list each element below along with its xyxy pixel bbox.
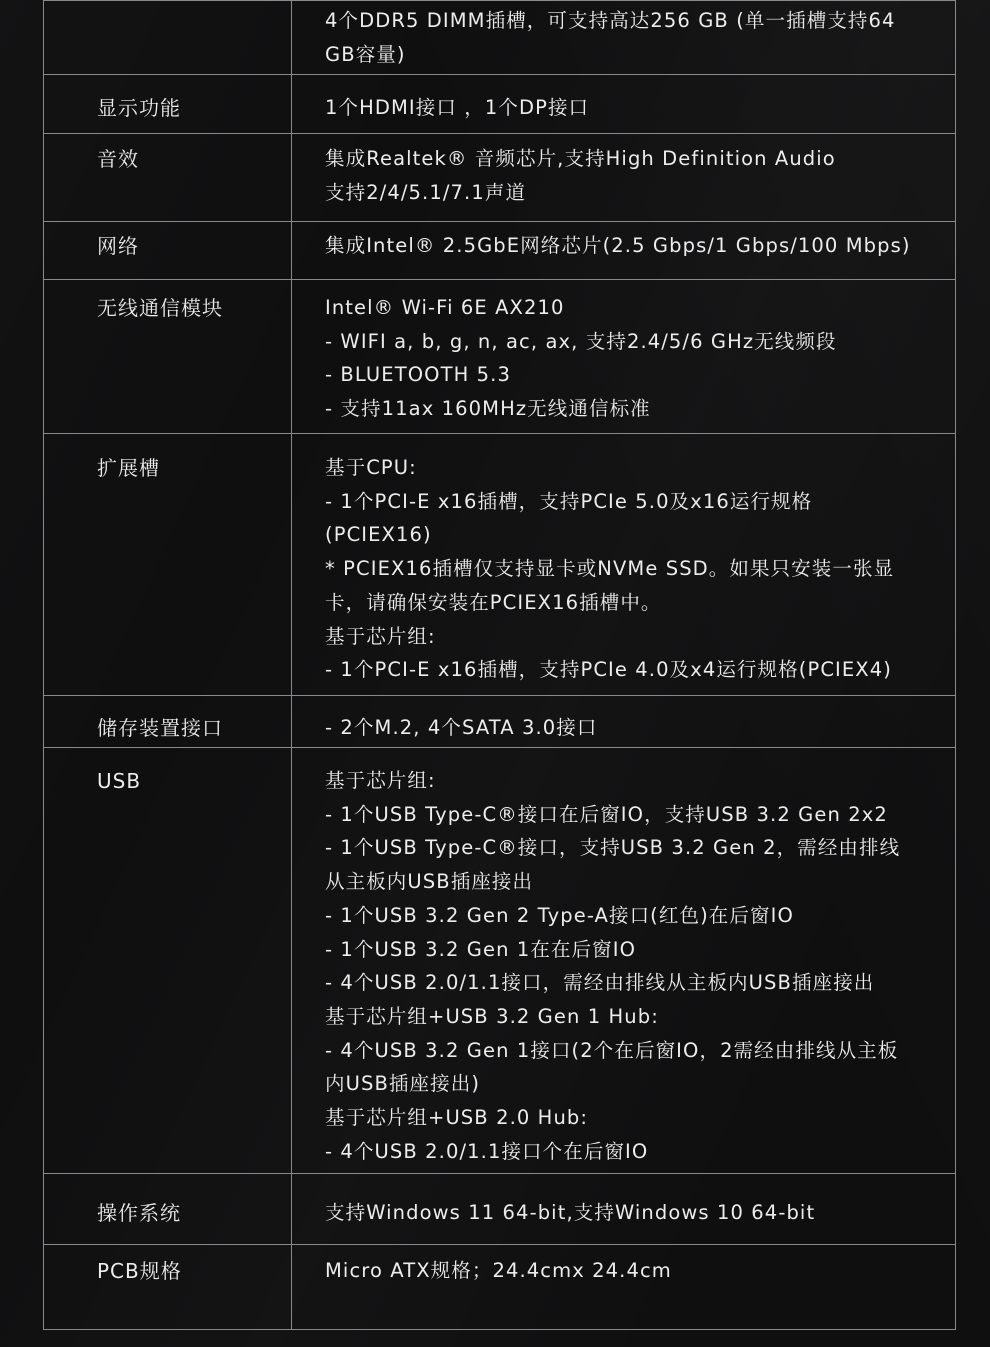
spec-line: - 1个USB Type-C®接口，支持USB 3.2 Gen 2，需经由排线 bbox=[325, 836, 901, 860]
spec-value-cell bbox=[292, 748, 956, 1174]
spec-row-wireless bbox=[44, 280, 956, 434]
spec-label: 操作系统 bbox=[97, 1201, 181, 1225]
spec-value-cell bbox=[292, 696, 956, 748]
spec-line: - 4个USB 2.0/1.1接口个在后窗IO bbox=[325, 1139, 649, 1163]
spec-label-cell bbox=[44, 222, 292, 280]
spec-label-cell bbox=[44, 1245, 292, 1330]
spec-label: 无线通信模块 bbox=[97, 296, 223, 320]
spec-line: - 1个PCI-E x16插槽，支持PCIe 4.0及x4运行规格(PCIEX4) bbox=[325, 658, 892, 682]
spec-line: 基于芯片组+USB 2.0 Hub: bbox=[325, 1106, 589, 1130]
spec-line: Micro ATX规格；24.4cmx 24.4cm bbox=[325, 1259, 672, 1282]
spec-value-cell bbox=[292, 1174, 956, 1245]
spec-value bbox=[292, 748, 955, 1168]
spec-line: 从主板内USB插座接出 bbox=[325, 870, 534, 894]
spec-line: (PCIEX16) bbox=[325, 523, 432, 547]
spec-line: 卡，请确保安装在PCIEX16插槽中。 bbox=[325, 590, 662, 614]
spec-line: - 4个USB 3.2 Gen 1接口(2个在后窗IO，2需经由排线从主板 bbox=[325, 1038, 899, 1062]
spec-label-cell bbox=[44, 696, 292, 748]
spec-value-cell bbox=[292, 280, 956, 434]
spec-line: 支持Windows 11 64-bit,支持Windows 10 64-bit bbox=[325, 1201, 816, 1224]
spec-line: 内USB插座接出) bbox=[325, 1072, 481, 1096]
spec-value bbox=[292, 1174, 955, 1230]
spec-line: 基于芯片组: bbox=[325, 769, 436, 792]
spec-label: 网络 bbox=[97, 234, 139, 258]
spec-value-cell bbox=[292, 434, 956, 696]
spec-row-os bbox=[44, 1174, 956, 1245]
spec-table bbox=[43, 0, 956, 1330]
spec-value bbox=[292, 696, 955, 745]
spec-line: - BLUETOOTH 5.3 bbox=[325, 363, 511, 387]
spec-label: 显示功能 bbox=[97, 96, 181, 120]
spec-value bbox=[292, 222, 955, 263]
spec-line: - WIFI a, b, g, n, ac, ax, 支持2.4/5/6 GHz无线频段 bbox=[325, 329, 837, 353]
spec-label-cell bbox=[44, 434, 292, 696]
spec-row-network bbox=[44, 222, 956, 280]
spec-label: 音效 bbox=[97, 147, 139, 171]
spec-line: 基于芯片组: bbox=[325, 624, 436, 648]
spec-row-pcb bbox=[44, 1245, 956, 1330]
spec-label-cell bbox=[44, 134, 292, 222]
spec-label-cell bbox=[44, 1174, 292, 1245]
spec-line: 4个DDR5 DIMM插槽，可支持高达256 GB (单一插槽支持64 bbox=[325, 9, 896, 32]
spec-value-cell bbox=[292, 1, 956, 75]
spec-value bbox=[292, 434, 955, 687]
spec-label: 储存装置接口 bbox=[97, 716, 223, 740]
spec-line: - 4个USB 2.0/1.1接口，需经由排线从主板内USB插座接出 bbox=[325, 971, 875, 995]
spec-line: - 1个USB 3.2 Gen 2 Type-A接口(红色)在后窗IO bbox=[325, 903, 794, 927]
spec-line: 集成Intel® 2.5GbE网络芯片(2.5 Gbps/1 Gbps/100 Mbps) bbox=[325, 234, 911, 257]
spec-line: * PCIEX16插槽仅支持显卡或NVMe SSD。如果只安装一张显 bbox=[325, 557, 895, 581]
spec-value-cell bbox=[292, 75, 956, 134]
spec-line: - 支持11ax 160MHz无线通信标准 bbox=[325, 397, 651, 421]
spec-line: Intel® Wi-Fi 6E AX210 bbox=[325, 296, 565, 319]
spec-value-cell bbox=[292, 222, 956, 280]
spec-value bbox=[292, 134, 955, 209]
spec-label-cell bbox=[44, 280, 292, 434]
spec-label-cell bbox=[44, 1, 292, 75]
spec-line: 支持2/4/5.1/7.1声道 bbox=[325, 180, 527, 204]
spec-label: 扩展槽 bbox=[97, 456, 160, 480]
spec-row-memory bbox=[44, 1, 956, 75]
spec-line: - 1个USB Type-C®接口在后窗IO，支持USB 3.2 Gen 2x2 bbox=[325, 802, 888, 826]
spec-label-cell bbox=[44, 75, 292, 134]
spec-value bbox=[292, 1, 955, 71]
spec-row-usb bbox=[44, 748, 956, 1174]
spec-line: - 1个USB 3.2 Gen 1在在后窗IO bbox=[325, 937, 637, 961]
spec-line: 集成Realtek® 音频芯片,支持High Definition Audio bbox=[325, 147, 836, 170]
spec-value bbox=[292, 1245, 955, 1288]
spec-value-cell bbox=[292, 1245, 956, 1330]
spec-line: 基于芯片组+USB 3.2 Gen 1 Hub: bbox=[325, 1004, 659, 1028]
spec-line: - 2个M.2, 4个SATA 3.0接口 bbox=[325, 716, 598, 739]
spec-row-storage bbox=[44, 696, 956, 748]
spec-line: 基于CPU: bbox=[325, 456, 417, 479]
spec-line: 1个HDMI接口 ，1个DP接口 bbox=[325, 96, 590, 119]
spec-line: GB容量) bbox=[325, 42, 406, 66]
spec-label: USB bbox=[97, 769, 142, 793]
spec-value bbox=[292, 75, 955, 125]
spec-value bbox=[292, 280, 955, 426]
spec-line: - 1个PCI-E x16插槽，支持PCIe 5.0及x16运行规格 bbox=[325, 489, 813, 513]
spec-label: PCB规格 bbox=[97, 1259, 182, 1283]
spec-row-display bbox=[44, 75, 956, 134]
spec-label-cell bbox=[44, 748, 292, 1174]
spec-value-cell bbox=[292, 134, 956, 222]
spec-row-expansion bbox=[44, 434, 956, 696]
spec-row-audio bbox=[44, 134, 956, 222]
